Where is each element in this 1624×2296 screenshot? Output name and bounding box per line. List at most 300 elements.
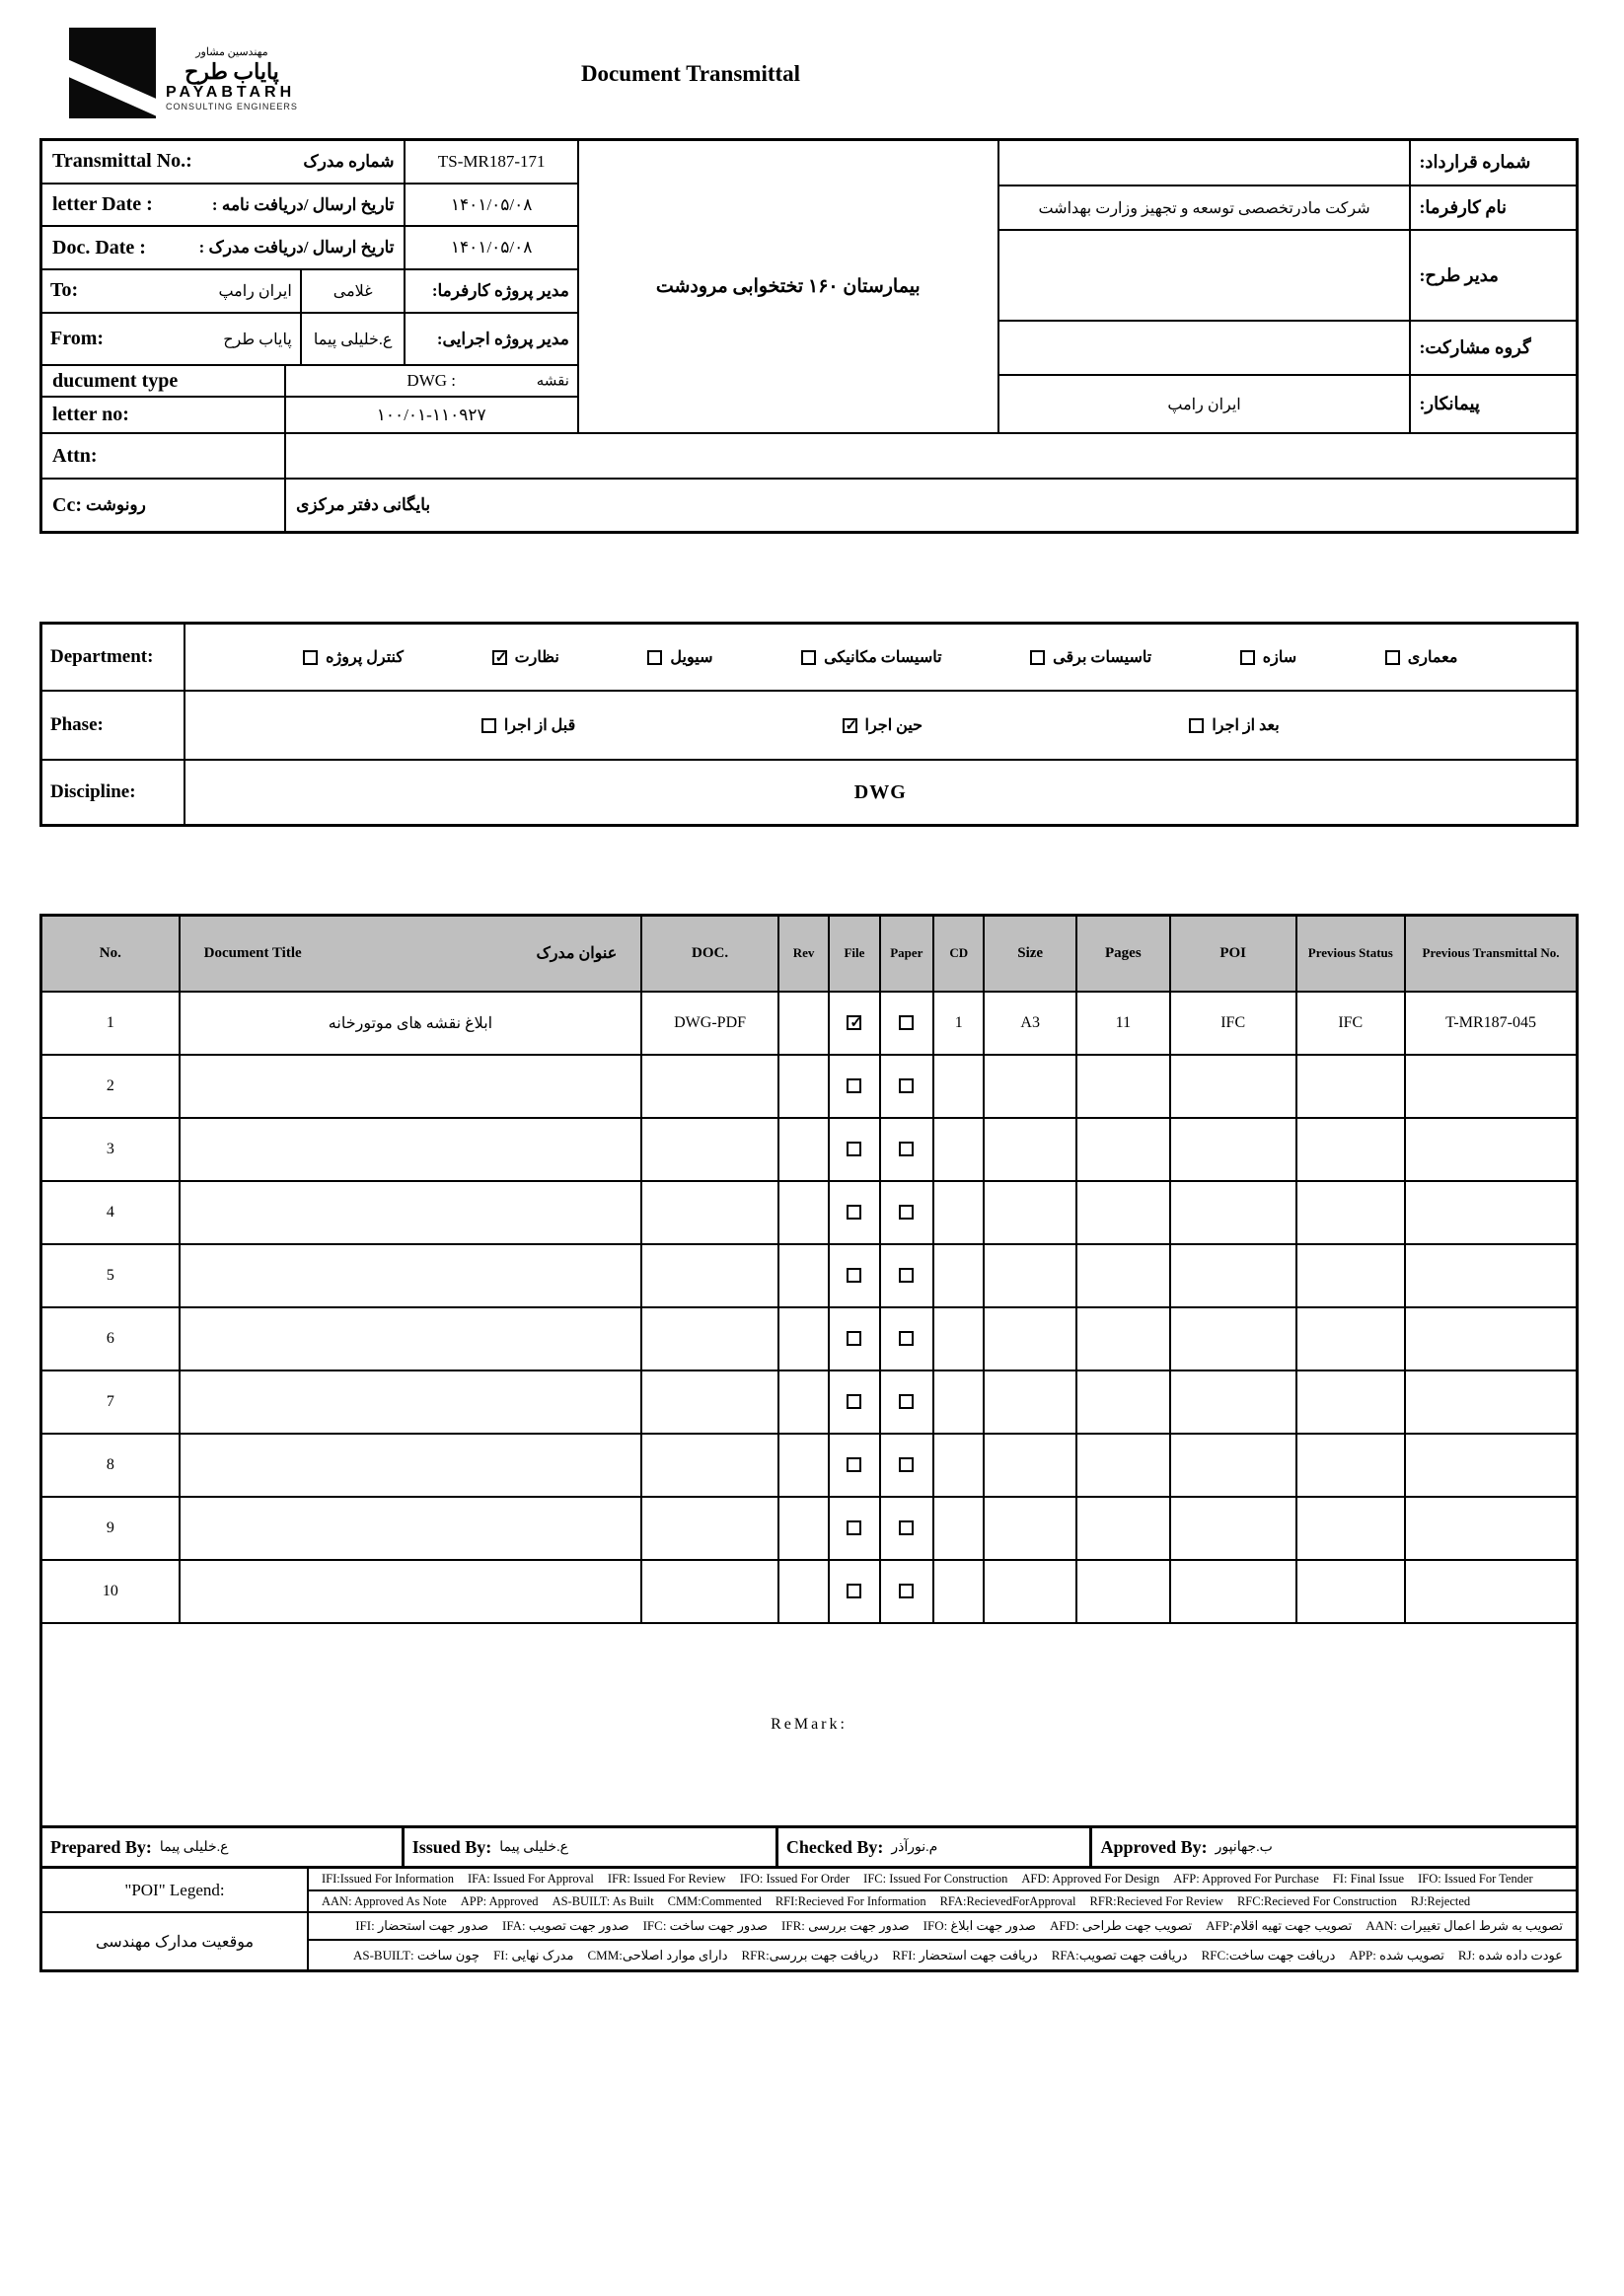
- letter-no-label: letter no:: [42, 398, 286, 432]
- cell-title: [180, 1560, 642, 1623]
- cell-file: [829, 1118, 879, 1181]
- document-table-row: [41, 1181, 1578, 1244]
- legend-item: CMM:Commented: [667, 1893, 762, 1908]
- legend-item: IFO: Issued For Tender: [1418, 1872, 1533, 1886]
- cell-no: 4: [41, 1181, 180, 1244]
- cell-pages: [1076, 1497, 1170, 1560]
- letter-date-row: [42, 185, 577, 228]
- cell-no: 6: [41, 1307, 180, 1370]
- document-status-label: موقعیت مدارک مهندسی: [95, 1933, 255, 1951]
- legend-item: صدور جهت استحضار :IFI: [355, 1918, 489, 1933]
- cell-rev: [778, 1244, 829, 1307]
- unchecked-checkbox[interactable]: [647, 650, 662, 665]
- legend-item: دریافت جهت بررسی:RFR: [741, 1947, 879, 1963]
- col-rev: Rev: [778, 916, 829, 992]
- checkbox-option: [843, 715, 923, 735]
- col-doc: DOC.: [641, 916, 778, 992]
- checkbox-option: [1385, 647, 1458, 667]
- cell-cd: [933, 1370, 984, 1434]
- legend-item: تصویب جهت طراحی :AFD: [1049, 1918, 1193, 1933]
- cell-prev-status: [1296, 1118, 1406, 1181]
- checked-by-value: م.نورآذر: [891, 1839, 938, 1855]
- cell-paper: [880, 1434, 933, 1497]
- paper-unchecked-checkbox[interactable]: [899, 1078, 914, 1093]
- logo-fa-name: پایاب طرح: [185, 58, 279, 84]
- cell-size: [984, 1244, 1075, 1307]
- cell-paper: [880, 1055, 933, 1118]
- from-person: ع.خلیلی پیما: [302, 314, 406, 365]
- unchecked-checkbox[interactable]: [303, 650, 318, 665]
- client-value: شرکت مادرتخصصی توسعه و تجهیز وزارت بهداشت: [999, 186, 1412, 230]
- cell-file: [829, 1434, 879, 1497]
- cell-title: [180, 1181, 642, 1244]
- cell-poi: [1170, 1118, 1296, 1181]
- partnership-label: گروه مشارکت:: [1419, 337, 1531, 358]
- checkbox-option-label: سازه: [1262, 649, 1297, 666]
- cell-cd: [933, 1560, 984, 1623]
- paper-unchecked-checkbox[interactable]: [899, 1331, 914, 1346]
- phase-label: Phase:: [42, 692, 185, 759]
- document-type-value-en: DWG :: [406, 371, 456, 391]
- col-poi: POI: [1170, 916, 1296, 992]
- cell-no: 9: [41, 1497, 180, 1560]
- cell-file: [829, 1497, 879, 1560]
- legend-item: دریافت جهت تصویب:RFA: [1051, 1947, 1188, 1963]
- cell-paper: [880, 1118, 933, 1181]
- document-table-row: [41, 992, 1578, 1055]
- transmittal-no-label-en: Transmittal No.:: [52, 150, 192, 173]
- letter-date-label-en: letter Date :: [52, 193, 153, 216]
- cell-prev-transmittal: [1405, 1118, 1577, 1181]
- cell-no: 1: [41, 992, 180, 1055]
- to-value: ایران رامپ: [218, 282, 292, 300]
- cell-poi: [1170, 1560, 1296, 1623]
- letter-date-label-fa: تاریخ ارسال /دریافت نامه :: [211, 194, 395, 214]
- checkbox-option-label: حین اجرا: [864, 717, 923, 734]
- department-label: Department:: [42, 625, 185, 690]
- cell-cd: [933, 1118, 984, 1181]
- legend-item: IFR: Issued For Review: [607, 1872, 726, 1886]
- file-unchecked-checkbox[interactable]: [847, 1394, 861, 1409]
- logo-fa-tagline: مهندسین مشاور: [195, 46, 268, 59]
- issued-by-label: Issued By:: [411, 1836, 492, 1857]
- legend-item: مدرک نهایی :FI: [493, 1947, 574, 1963]
- legend-item: دارای موارد اصلاحی:CMM: [587, 1947, 728, 1963]
- legend-item: RJ:Rejected: [1410, 1893, 1471, 1908]
- legend-item: AFP: Approved For Purchase: [1173, 1872, 1319, 1886]
- unchecked-checkbox[interactable]: [481, 718, 496, 733]
- cell-prev-transmittal: [1405, 1307, 1577, 1370]
- document-type-value-fa: نقشه: [536, 373, 569, 390]
- cell-prev-status: [1296, 1307, 1406, 1370]
- partnership-row: [999, 322, 1576, 377]
- checkbox-option: [1189, 715, 1279, 735]
- approved-by-value: ب.جهانپور: [1215, 1839, 1273, 1855]
- file-unchecked-checkbox[interactable]: [847, 1331, 861, 1346]
- design-manager-label: مدیر طرح:: [1419, 264, 1499, 285]
- document-table-row: [41, 1497, 1578, 1560]
- cell-rev: [778, 1370, 829, 1434]
- cell-doc: [641, 1118, 778, 1181]
- col-paper: Paper: [880, 916, 933, 992]
- letter-no-row: [42, 398, 577, 432]
- checkbox-option-label: قبل از اجرا: [503, 717, 576, 734]
- checkbox-option-label: سیویل: [670, 649, 713, 666]
- cc-row: [42, 480, 1576, 531]
- approved-by-cell: [1092, 1828, 1576, 1866]
- attn-label: Attn:: [42, 434, 286, 478]
- col-title-fa: عنوان مدرک: [536, 945, 618, 963]
- cell-no: 8: [41, 1434, 180, 1497]
- checkbox-option-label: نظارت: [514, 649, 559, 666]
- cell-file: [829, 992, 879, 1055]
- unchecked-checkbox[interactable]: [1240, 650, 1255, 665]
- fa-legend-line-1: [309, 1913, 1576, 1941]
- cell-prev-transmittal: [1405, 1497, 1577, 1560]
- paper-unchecked-checkbox[interactable]: [899, 1520, 914, 1535]
- legend-item: عودت داده شده :RJ: [1457, 1947, 1563, 1963]
- cell-rev: [778, 992, 829, 1055]
- transmittal-no-value: TS-MR187-171: [437, 151, 546, 171]
- cell-prev-transmittal: [1405, 1181, 1577, 1244]
- legend-item: صدور جهت ساخت :IFC: [642, 1918, 769, 1933]
- checkbox-option: [303, 647, 404, 667]
- transmittal-info-table: [39, 138, 1579, 534]
- contract-no-label: شماره قرارداد:: [1419, 152, 1531, 173]
- legend-item: IFA: Issued For Approval: [468, 1872, 594, 1886]
- col-previous-transmittal: Previous Transmittal No.: [1405, 916, 1577, 992]
- cell-doc: [641, 1497, 778, 1560]
- unchecked-checkbox[interactable]: [801, 650, 816, 665]
- classification-table: [39, 622, 1579, 827]
- cell-rev: [778, 1307, 829, 1370]
- legend-item: AFD: Approved For Design: [1021, 1872, 1160, 1886]
- project-name: بیمارستان ۱۶۰ تختخوابی مرودشت: [655, 276, 921, 297]
- remark-row: [41, 1623, 1578, 1827]
- poi-legend-label: "POI" Legend:: [42, 1869, 307, 1913]
- legend-item: صدور جهت تصویب :IFA: [502, 1918, 629, 1933]
- legend-item: صدور جهت بررسی :IFR: [781, 1918, 910, 1933]
- paper-unchecked-checkbox[interactable]: [899, 1015, 914, 1030]
- legend-item: دریافت جهت استحضار :RFI: [892, 1947, 1038, 1963]
- logo-en-tagline: CONSULTING ENGINEERS: [166, 102, 298, 112]
- document-table-row: [41, 1560, 1578, 1623]
- checked-checkbox[interactable]: [492, 650, 507, 665]
- cell-doc: [641, 1370, 778, 1434]
- poi-legend-line-2: [309, 1891, 1576, 1913]
- paper-unchecked-checkbox[interactable]: [899, 1394, 914, 1409]
- document-table-row: [41, 1434, 1578, 1497]
- cell-file: [829, 1370, 879, 1434]
- unchecked-checkbox[interactable]: [1030, 650, 1045, 665]
- cell-doc: [641, 1434, 778, 1497]
- cell-doc: [641, 1244, 778, 1307]
- legend-item: RFI:Recieved For Information: [775, 1893, 926, 1908]
- col-size: Size: [984, 916, 1075, 992]
- document-table-row: [41, 1118, 1578, 1181]
- file-unchecked-checkbox[interactable]: [847, 1205, 861, 1220]
- checkbox-option-label: معماری: [1407, 649, 1458, 666]
- transmittal-no-row: [42, 141, 577, 185]
- letter-date-value: ۱۴۰۱/۰۵/۰۸: [450, 194, 533, 214]
- poi-legend-line-1: [309, 1869, 1576, 1891]
- to-row: [42, 270, 577, 314]
- col-title: [180, 916, 642, 992]
- cell-cd: [933, 1181, 984, 1244]
- checked-checkbox[interactable]: [843, 718, 857, 733]
- cell-no: 3: [41, 1118, 180, 1181]
- document-table: [39, 914, 1579, 1828]
- from-label: From:: [50, 328, 105, 350]
- cell-poi: [1170, 1307, 1296, 1370]
- cell-cd: [933, 1055, 984, 1118]
- cell-no: 7: [41, 1370, 180, 1434]
- contract-no-row: [999, 141, 1576, 186]
- remark-cell: ReMark:: [41, 1623, 1578, 1827]
- unchecked-checkbox[interactable]: [1189, 718, 1204, 733]
- cc-label-fa: رونوشت: [85, 495, 146, 514]
- table-header-row: [41, 916, 1578, 992]
- legend-item: تصویب جهت تهیه اقلام:AFP: [1206, 1918, 1353, 1933]
- cell-prev-transmittal: T-MR187-045: [1405, 992, 1577, 1055]
- contractor-label: پیمانکار:: [1419, 394, 1480, 414]
- cell-size: [984, 1055, 1075, 1118]
- approved-by-label: Approved By:: [1100, 1836, 1208, 1857]
- cell-size: [984, 1181, 1075, 1244]
- cell-doc: DWG-PDF: [641, 992, 778, 1055]
- fa-legend-line-2: [309, 1941, 1576, 1969]
- legend-item: AAN: Approved As Note: [322, 1893, 447, 1908]
- cell-prev-transmittal: [1405, 1055, 1577, 1118]
- checkbox-option: [647, 647, 712, 667]
- col-pages: Pages: [1076, 916, 1170, 992]
- cell-title: [180, 1118, 642, 1181]
- cell-prev-transmittal: [1405, 1244, 1577, 1307]
- attn-row: [42, 434, 1576, 480]
- cell-title: [180, 1370, 642, 1434]
- cc-label-en: Cc:: [52, 493, 82, 516]
- cell-prev-status: [1296, 1434, 1406, 1497]
- legend-item: RFC:Recieved For Construction: [1236, 1893, 1397, 1908]
- cell-poi: [1170, 1055, 1296, 1118]
- contractor-row: [999, 376, 1576, 432]
- client-label: نام کارفرما:: [1419, 197, 1507, 218]
- cell-size: [984, 1307, 1075, 1370]
- cell-poi: [1170, 1370, 1296, 1434]
- cell-prev-transmittal: [1405, 1434, 1577, 1497]
- document-table-row: [41, 1370, 1578, 1434]
- cell-prev-status: IFC: [1296, 992, 1406, 1055]
- cell-pages: [1076, 1181, 1170, 1244]
- cell-doc: [641, 1307, 778, 1370]
- poi-legend-section: [39, 1869, 1579, 1972]
- cell-no: 5: [41, 1244, 180, 1307]
- checkbox-option: [481, 715, 575, 735]
- prepared-by-value: ع.خلیلی پیما: [159, 1839, 229, 1855]
- cell-title: ابلاغ نقشه های موتورخانه: [180, 992, 642, 1055]
- cell-rev: [778, 1560, 829, 1623]
- cell-title: [180, 1055, 642, 1118]
- department-row: [42, 625, 1576, 692]
- cell-prev-status: [1296, 1244, 1406, 1307]
- cell-prev-transmittal: [1405, 1370, 1577, 1434]
- col-title-en: Document Title: [203, 944, 302, 961]
- cell-poi: [1170, 1497, 1296, 1560]
- to-person: غلامی: [302, 270, 406, 312]
- legend-item: IFO: Issued For Order: [739, 1872, 850, 1886]
- document-table-row: [41, 1244, 1578, 1307]
- cell-doc: [641, 1560, 778, 1623]
- cell-prev-transmittal: [1405, 1560, 1577, 1623]
- cell-file: [829, 1560, 879, 1623]
- checkbox-option: [492, 647, 559, 667]
- legend-item: RFA:RecievedForApproval: [939, 1893, 1076, 1908]
- legend-item: IFC: Issued For Construction: [863, 1872, 1008, 1886]
- legend-item: تصویب به شرط اعمال تغییرات :AAN: [1366, 1918, 1563, 1933]
- logo-en-name: PAYABTARH: [166, 84, 296, 102]
- legend-item: RFR:Recieved For Review: [1089, 1893, 1223, 1908]
- attn-value: [286, 434, 1576, 478]
- cell-rev: [778, 1055, 829, 1118]
- legend-item: IFI:Issued For Information: [322, 1872, 455, 1886]
- paper-unchecked-checkbox[interactable]: [899, 1142, 914, 1156]
- cell-pages: [1076, 1370, 1170, 1434]
- file-unchecked-checkbox[interactable]: [847, 1142, 861, 1156]
- checked-by-cell: [778, 1828, 1093, 1866]
- cell-paper: [880, 1560, 933, 1623]
- cell-size: [984, 1434, 1075, 1497]
- cell-cd: [933, 1497, 984, 1560]
- checkbox-option: [1240, 647, 1296, 667]
- cell-pages: [1076, 1560, 1170, 1623]
- from-row: [42, 314, 577, 367]
- discipline-label: Discipline:: [42, 761, 185, 824]
- doc-date-label-en: Doc. Date :: [52, 236, 146, 259]
- cell-no: 10: [41, 1560, 180, 1623]
- paper-unchecked-checkbox[interactable]: [899, 1268, 914, 1283]
- doc-date-label-fa: تاریخ ارسال /دریافت مدرک :: [198, 238, 395, 258]
- unchecked-checkbox[interactable]: [1385, 650, 1400, 665]
- phase-options: [185, 692, 1576, 759]
- document-type-row: [42, 366, 577, 398]
- checkbox-option-label: تاسیسات مکانیکی: [824, 649, 942, 666]
- doc-date-row: [42, 227, 577, 270]
- signature-row: [39, 1828, 1579, 1869]
- legend-item: APP: Approved: [460, 1893, 539, 1908]
- cell-prev-status: [1296, 1497, 1406, 1560]
- cell-cd: [933, 1307, 984, 1370]
- document-table-row: [41, 1307, 1578, 1370]
- cell-rev: [778, 1181, 829, 1244]
- cell-paper: [880, 1370, 933, 1434]
- contractor-value: ایران رامپ: [999, 376, 1412, 432]
- cell-paper: [880, 992, 933, 1055]
- file-checked-checkbox[interactable]: [847, 1015, 861, 1030]
- checkbox-option: [801, 647, 942, 667]
- cell-paper: [880, 1307, 933, 1370]
- cell-pages: [1076, 1055, 1170, 1118]
- cell-size: A3: [984, 992, 1075, 1055]
- paper-unchecked-checkbox[interactable]: [899, 1205, 914, 1220]
- cell-cd: [933, 1434, 984, 1497]
- paper-unchecked-checkbox[interactable]: [899, 1584, 914, 1598]
- cell-file: [829, 1055, 879, 1118]
- legend-item: چون ساخت :AS-BUILT: [352, 1947, 480, 1963]
- contract-no-value: [999, 141, 1412, 185]
- design-manager-value: [999, 231, 1412, 319]
- cell-title: [180, 1307, 642, 1370]
- checkbox-option-label: کنترل پروژه: [326, 649, 404, 666]
- checked-by-label: Checked By:: [785, 1836, 884, 1857]
- legend-item: AS-BUILT: As Built: [552, 1893, 654, 1908]
- file-unchecked-checkbox[interactable]: [847, 1268, 861, 1283]
- discipline-row: [42, 761, 1576, 824]
- cell-pages: [1076, 1307, 1170, 1370]
- col-cd: CD: [933, 916, 984, 992]
- col-previous-status: Previous Status: [1296, 916, 1406, 992]
- issued-by-cell: [405, 1828, 778, 1866]
- checkbox-option-label: بعد از اجرا: [1212, 717, 1280, 734]
- cell-title: [180, 1497, 642, 1560]
- cell-size: [984, 1560, 1075, 1623]
- file-unchecked-checkbox[interactable]: [847, 1078, 861, 1093]
- cell-rev: [778, 1497, 829, 1560]
- cell-poi: [1170, 1181, 1296, 1244]
- cell-prev-status: [1296, 1055, 1406, 1118]
- cell-size: [984, 1118, 1075, 1181]
- legend-item: صدور جهت ابلاغ :IFO: [923, 1918, 1036, 1933]
- col-no: No.: [41, 916, 180, 992]
- page-title: Document Transmittal: [580, 61, 801, 86]
- paper-unchecked-checkbox[interactable]: [899, 1457, 914, 1472]
- file-unchecked-checkbox[interactable]: [847, 1520, 861, 1535]
- prepared-by-label: Prepared By:: [50, 1836, 152, 1857]
- letter-no-value: ۱۰۰/۰۱-۱۱۰۹۲۷: [376, 405, 486, 424]
- col-file: File: [829, 916, 879, 992]
- phase-row: [42, 692, 1576, 761]
- doc-date-value: ۱۴۰۱/۰۵/۰۸: [450, 238, 533, 258]
- cc-value: بایگانی دفتر مرکزی: [296, 495, 431, 514]
- cell-rev: [778, 1118, 829, 1181]
- transmittal-no-label-fa: شماره مدرک: [303, 151, 395, 171]
- cell-file: [829, 1307, 879, 1370]
- cell-prev-status: [1296, 1560, 1406, 1623]
- checkbox-option-label: تاسیسات برقی: [1053, 649, 1152, 666]
- file-unchecked-checkbox[interactable]: [847, 1457, 861, 1472]
- cell-poi: [1170, 1244, 1296, 1307]
- cell-prev-status: [1296, 1181, 1406, 1244]
- cell-title: [180, 1244, 642, 1307]
- cell-doc: [641, 1181, 778, 1244]
- from-value: پایاب طرح: [223, 331, 292, 348]
- checkbox-option: [1030, 647, 1151, 667]
- from-role-label: مدیر پروژه اجرایی:: [436, 329, 569, 348]
- to-label: To:: [50, 279, 79, 302]
- cell-doc: [641, 1055, 778, 1118]
- document-table-row: [41, 1055, 1578, 1118]
- cell-title: [180, 1434, 642, 1497]
- client-row: [999, 186, 1576, 232]
- issued-by-value: ع.خلیلی پیما: [499, 1839, 568, 1855]
- cell-cd: [933, 1244, 984, 1307]
- cell-rev: [778, 1434, 829, 1497]
- legend-item: FI: Final Issue: [1332, 1872, 1405, 1886]
- cell-cd: 1: [933, 992, 984, 1055]
- cell-pages: [1076, 1244, 1170, 1307]
- file-unchecked-checkbox[interactable]: [847, 1584, 861, 1598]
- partnership-value: [999, 322, 1412, 375]
- cell-size: [984, 1370, 1075, 1434]
